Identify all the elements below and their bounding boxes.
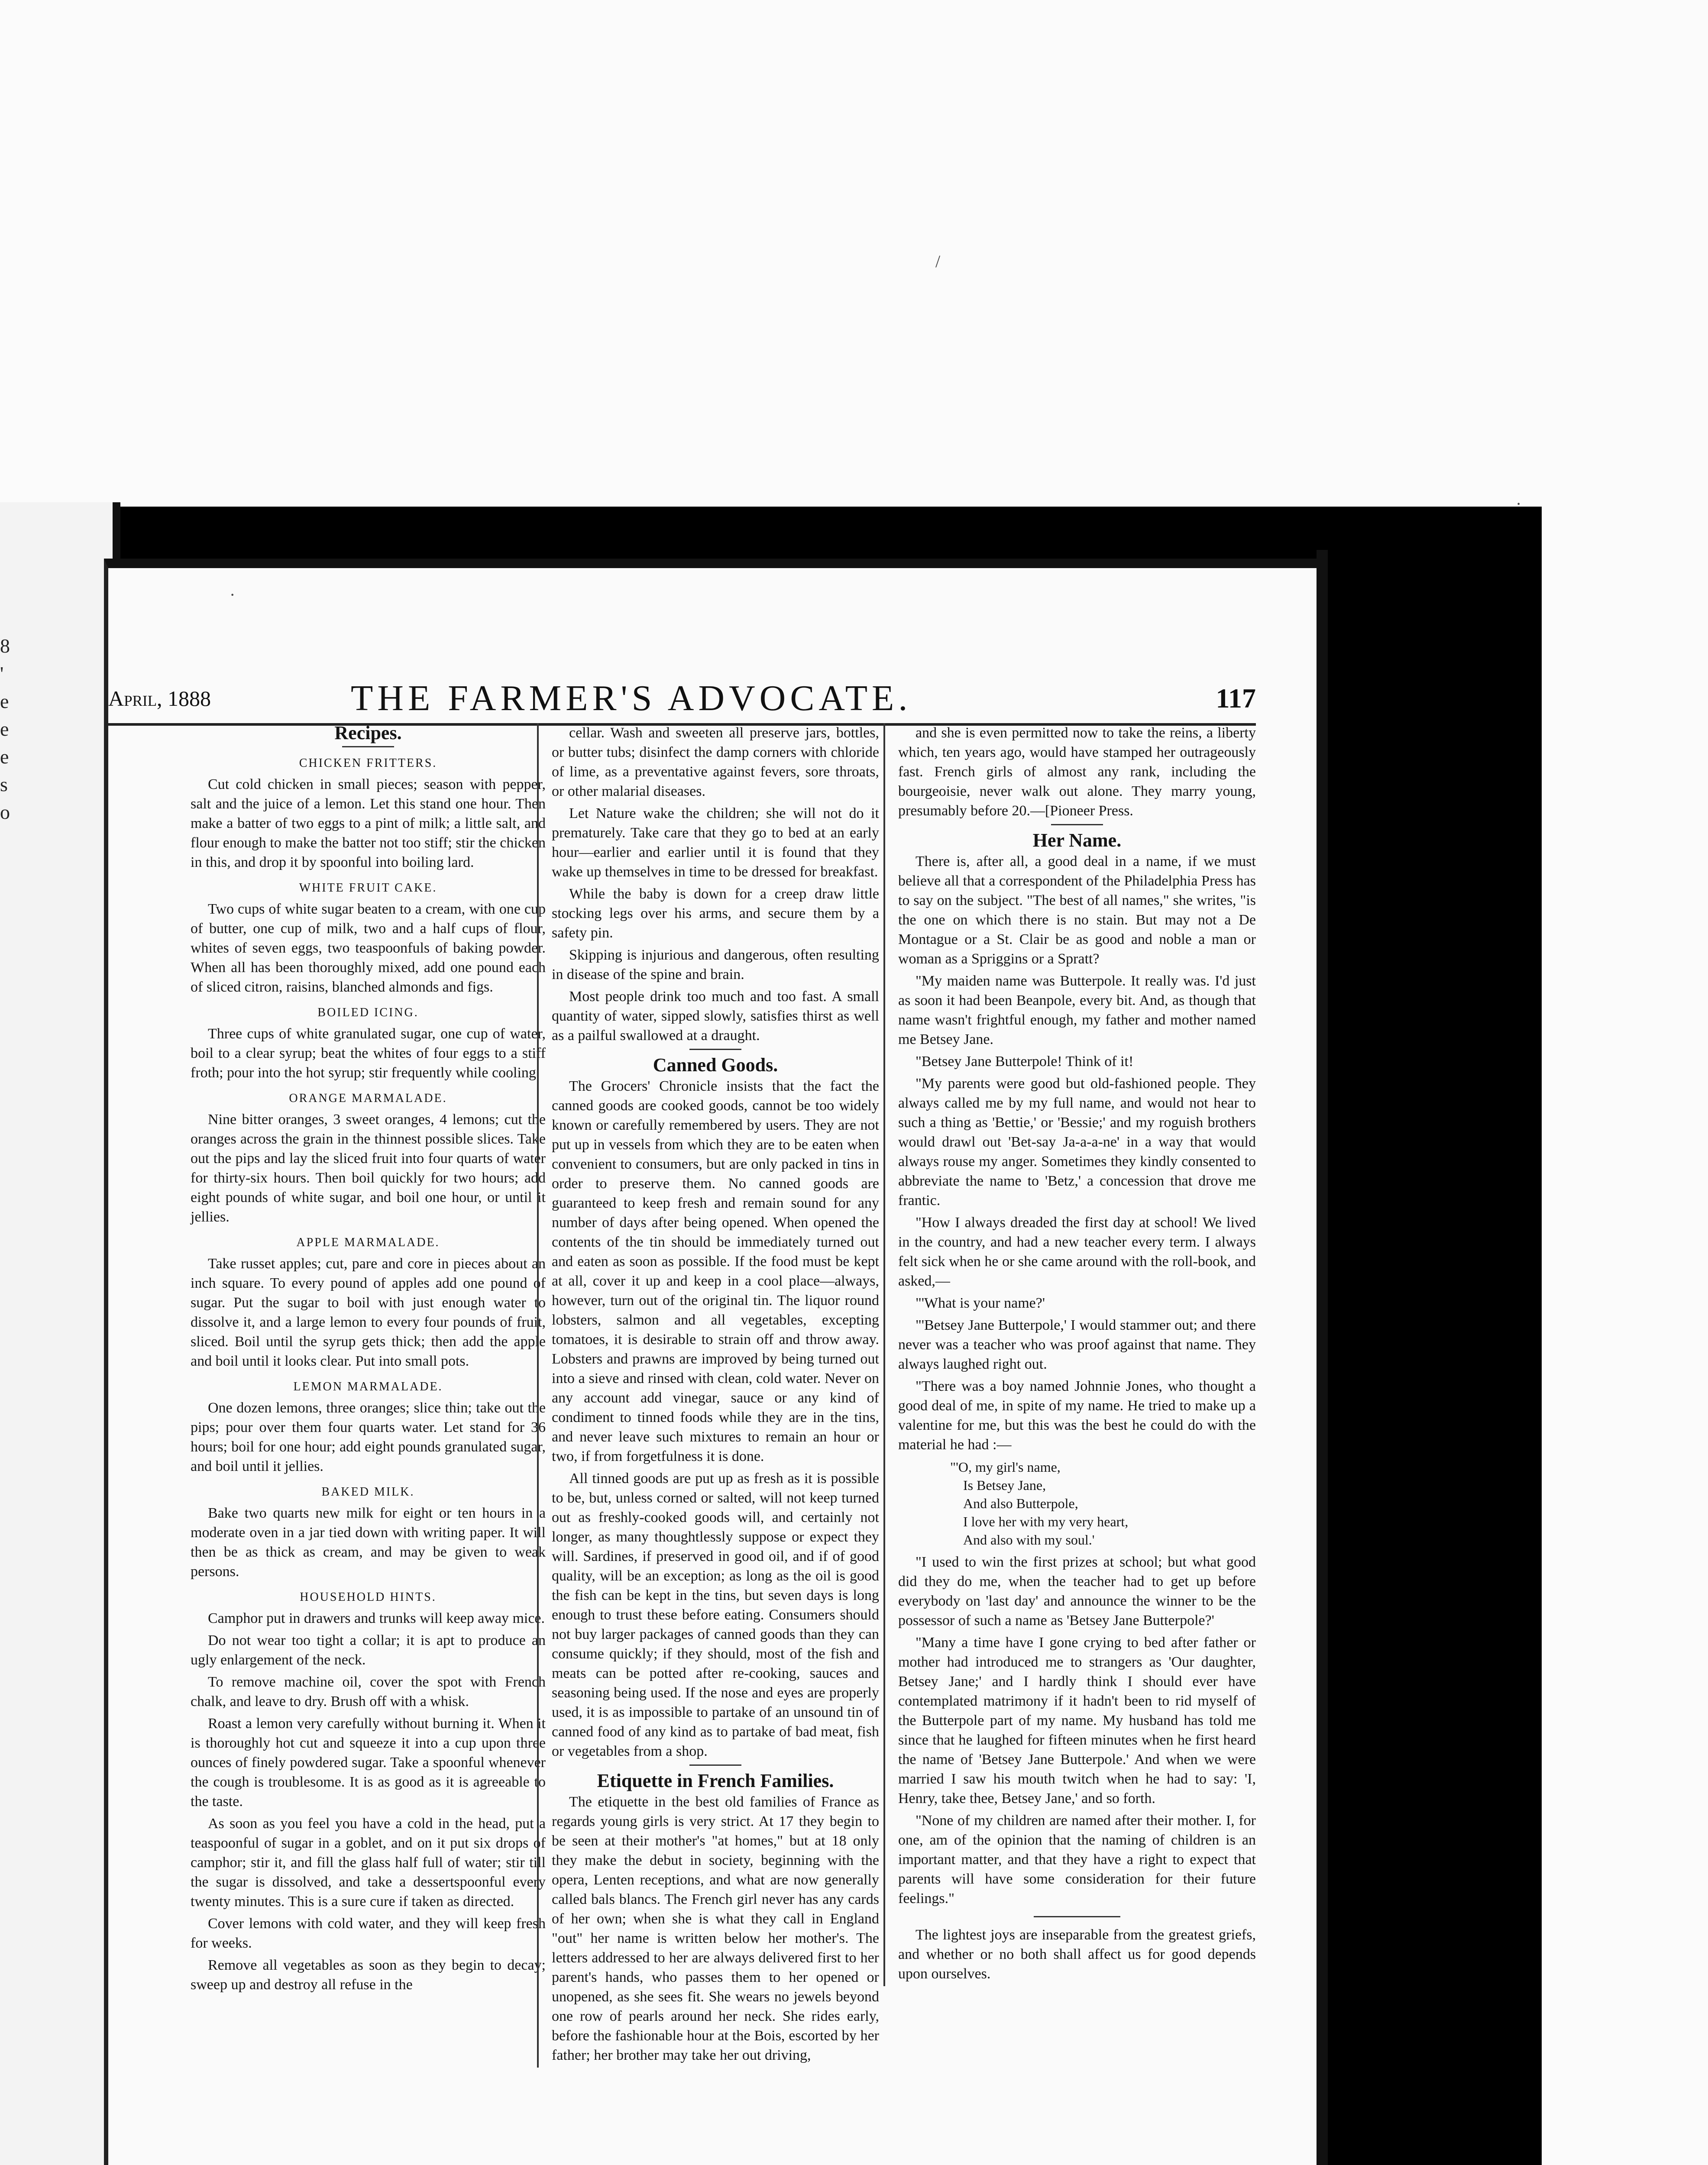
bleed-mark: e (0, 690, 9, 712)
article-paragraph: "Many a time have I gone crying to bed after father or mother had introduced me to strangers as 'Our daughter, Betsey Jane;' and I hardly think I should ever have contemplated matrimony if it hadn't been to rid myself of the Butterpole part of my name. My husband has told me since that he laughed for fifteen minutes when he first heard the name of 'Betsey Jane Butterpole.' And when we were married I saw his mouth twitch when he had to say: 'I, Henry, take thee, Betsey Jane,' and so forth. (898, 1635, 1256, 1806)
section-heading-her-name: Her Name. (1032, 830, 1122, 851)
recipe-paragraph: Remove all vegetables as soon as they begin to decay; sweep up and destroy all refuse in the (191, 1957, 546, 1993)
column-middle (537, 723, 879, 2068)
hint-paragraph: Skipping is injurious and dangerous, often resulting in disease of the spine and brain. (552, 947, 879, 982)
page-edge-shadow (1317, 550, 1328, 2165)
section-rule (1051, 824, 1103, 825)
recipes-list (191, 753, 546, 1994)
dust-speck: / (935, 252, 941, 271)
section-rule (689, 1049, 741, 1050)
recipe-paragraph: Camphor put in drawers and trunks will keep away mice. (208, 1610, 545, 1626)
adjacent-page-marks (0, 632, 17, 826)
article-paragraph: All tinned goods are put up as fresh as it is possible to be, but, unless corned or salted, will not keep turned out as freshly-cooked goods will, and certainly not longer, as many thoughtlessly suppose or expect they will. Sardines, if preserved in good oil, and if of good quality, will be an exception; as long as the oil is good the fish can be kept in the tins, but seven days is long enough to trust these before eating. Consumers should not buy larger packages of canned goods than they can consume quickly; if they should, most of the fish and meats can be potted after re-cooking, sauces and seasoning being used. If the nose and eyes are properly used, it is as impossible to partake of an unsound tin of canned food of any kind as to partake of bad meat, fish or vegetables from a shop. (552, 1470, 879, 1759)
section-rule (1034, 1916, 1120, 1917)
article-paragraph: The Grocers' Chronicle insists that the fact the canned goods are cooked goods, cannot be too widely known or carefully remembered by users. They are not put up in vessels from which they are to be eaten when convenient to consumers, but are only packed in tins in order to preserve them. No canned goods are guaranteed to keep fresh and remain sound for any number of days after being opened. When opened the contents of the tin should be immediately turned out and eaten as soon as possible. If the food must be kept at all, cover it up and keep in a cool place—always, however, turn out of the original tin. The liquor round lobsters, salmon and all vegetables, excepting tomatoes, it is desirable to strain off and throw away. Lobsters and prawns are improved by being turned out into a sieve and rinsed with clean, cold water. Never on any account add vinegar, sauce or any kind of condiment to tinned foods while they are in the tins, and never leave such mixtures to remain an hour or two, if from forgetfulness it is done. (552, 1078, 879, 1464)
film-background-top (0, 0, 1708, 507)
recipe-title: LEMON MARMALADE. (293, 1380, 443, 1393)
section-heading-canned-goods: Canned Goods. (653, 1054, 778, 1076)
hint-paragraph: cellar. Wash and sweeten all preserve jars, bottles, or butter tubs; disinfect the damp corners with chloride of lime, as a preventative against fevers, sore throats, or other malarial diseases. (552, 725, 879, 799)
recipe-paragraph: Do not wear too tight a collar; it is apt to produce an ugly enlargement of the neck. (191, 1632, 546, 1668)
article-paragraph: "'Betsey Jane Butterpole,' I would stammer out; and there never was a teacher who was proof against that name. They always laughed right out. (898, 1317, 1256, 1372)
bleed-mark: ' (0, 662, 4, 685)
verse-line: And also with my soul.' (963, 1532, 1095, 1548)
section-heading-etiquette: Etiquette in French Families. (597, 1770, 834, 1791)
dust-speck: · (230, 585, 236, 604)
her-name-article-part2 (898, 1552, 1256, 1908)
recipe-paragraph: Bake two quarts new milk for eight or ten hours in a moderate oven in a jar tied down with writing paper. It will then be as thick as cream, and may be given to weak persons. (191, 1505, 546, 1580)
recipe-paragraph: Two cups of white sugar beaten to a cream, with one cup of butter, one cup of milk, two and a half cups of flour, whites of seven eggs, two teaspoonfuls of baking powder. When all has been thoroughly mixed, add one pound each of sliced citron, raisins, blanched almonds and figs. (191, 901, 546, 995)
article-paragraph: The etiquette in the best old families of France as regards young girls is very strict. At 17 they begin to be seen at their mother's "at homes," but at 18 only they make the debut in society, beginning with the opera, Lenten receptions, and what are now generally called bals blancs. The French girl never has any cards of her own; when she is what they call in England "out" her name is written below her mother's. The letters addressed to her are always delivered first to her parent's hands, who passes them to her opened or unopened, as she sees fit. She wears no jewels beyond one row of pearls around her neck. She rides early, before the fashionable hour at the Bois, escorted by her father; her brother may take her out driving, (552, 1794, 879, 2063)
heading-rule (342, 746, 394, 747)
section-heading-recipes: Recipes. (334, 722, 402, 743)
recipe-paragraph: Roast a lemon very carefully without burning it. When it is thoroughly hot cut and squeeze it into a cup upon three ounces of finely powdered sugar. Take a spoonful whenever the cough is troublesome. It is as good as it is agreeable to the taste. (191, 1716, 546, 1810)
article-paragraph: "None of my children are named after their mother. I, for one, am of the opinion that the naming of children is an important matter, and that they have a right to expect that parents will have some consideration for their future feelings." (898, 1813, 1256, 1906)
bleed-mark: 8 (0, 635, 10, 657)
hint-paragraph: Let Nature wake the children; she will not do it prematurely. Take care that they go to bed at an early hour—earlier and earlier until it is found that they wake up themselves in time to be dressed for breakfast. (552, 805, 879, 880)
recipe-title: BAKED MILK. (321, 1485, 415, 1499)
film-background-right (1542, 0, 1708, 2165)
verse-line: I love her with my very heart, (963, 1514, 1129, 1529)
recipe-paragraph: As soon as you feel you have a cold in the head, put a teaspoonful of sugar in a goblet, and on it put six drops of camphor; stir it, and fill the glass half full of water; stir till the sugar is dissolved, and take a dessertspoonful every twenty minutes. This is a sure cure if taken as directed. (191, 1816, 546, 1910)
recipe-paragraph: Three cups of white granulated sugar, one cup of water, boil to a clear syrup; beat the whites of four eggs to a stiff froth; pour into the hot syrup; stir frequently while cooling. (191, 1026, 546, 1081)
recipe-paragraph: Nine bitter oranges, 3 sweet oranges, 4 lemons; cut the oranges across the grain in the thinnest possible slices. Take out the pips and lay the sliced fruit into four quarts of water for thirty-six hours. Then boil quickly for two hours; add eight pounds of white sugar, and boil one hour, or until it jellies. (191, 1112, 546, 1225)
article-paragraph: "My parents were good but old-fashioned people. They always called me by my full name, and would not hear to such a thing as 'Bettie,' or 'Bessie;' and my roguish brothers would drawl out 'Bet-say Ja-a-a-ne' in a way that would always rouse my anger. Sometimes they kindly consented to abbreviate the name to 'Betz,' a concession that drove me frantic. (898, 1076, 1256, 1209)
column-her-name (883, 723, 1256, 1986)
her-name-article-part1 (898, 852, 1256, 1454)
verse-line: Is Betsey Jane, (963, 1477, 1046, 1493)
recipe-title: BOILED ICING. (317, 1006, 419, 1019)
recipe-paragraph: Take russet apples; cut, pare and core in pieces about an inch square. To every pound of apples add one pound of sugar. Put the sugar to boil with just enough water to dissolve it, and a large lemon to every four pounds of fruit, sliced. Boil until the syrup gets thick; then add the apple and boil until it looks clear. Put into small pots. (191, 1256, 546, 1369)
section-rule (689, 1764, 741, 1766)
page-number: 117 (1216, 683, 1256, 714)
etiquette-article-continued (898, 723, 1256, 821)
bleed-mark: s (0, 773, 8, 795)
masthead (108, 675, 1256, 726)
issue-date: April, 1888 (108, 686, 211, 711)
closing-paragraph: The lightest joys are inseparable from the greatest griefs, and whether or no both shall affect us for good depends upon ourselves. (898, 1927, 1256, 1982)
recipe-paragraph: Cover lemons with cold water, and they will keep fresh for weeks. (191, 1916, 546, 1951)
verse-line: "'O, my girl's name, (950, 1459, 1061, 1475)
adjacent-page-bleed (0, 502, 120, 2165)
article-paragraph: "Betsey Jane Butterpole! Think of it! (915, 1053, 1134, 1070)
article-paragraph: There is, after all, a good deal in a name, if we must believe all that a correspondent of the Philadelphia Press has to say on the subject. "The best of all names," she writes, "is the one on which there is no stain. But may not a De Montague or a St. Clair be as good and noble a man or woman as a Spriggins or a Spratt? (898, 853, 1256, 967)
canned-goods-article (552, 1076, 879, 1761)
recipe-title: ORANGE MARMALADE. (289, 1092, 447, 1105)
recipe-paragraph: To remove machine oil, cover the spot with French chalk, and leave to dry. Brush off with a whisk. (191, 1674, 546, 1709)
article-paragraph: "I used to win the first prizes at school; but what good did they do me, when the teacher had to get up before everybody on 'last day' and announce the winner to be the possessor of such a name as 'Betsey Jane Butterpole?' (898, 1554, 1256, 1629)
article-paragraph: "How I always dreaded the first day at school! We lived in the country, and had a new teacher every term. I always felt sick when he or she came around with the roll-book, and asked,— (898, 1215, 1256, 1289)
article-paragraph: "There was a boy named Johnnie Jones, who thought a good deal of me, in spite of my name. He tried to make up a valentine for me, but this was the best he could do with the material he had :— (898, 1378, 1256, 1453)
recipe-title: HOUSEHOLD HINTS. (300, 1590, 437, 1604)
bleed-mark: e (0, 718, 9, 740)
household-hints-continued (552, 723, 879, 1045)
bleed-mark: e (0, 746, 9, 768)
recipe-title: APPLE MARMALADE. (296, 1236, 440, 1249)
dust-speck: · (1516, 494, 1522, 514)
newspaper-title: THE FARMER'S ADVOCATE. (351, 678, 912, 718)
article-paragraph: "My maiden name was Butterpole. It really was. I'd just as soon it had been Beanpole, every bit. And, as though that name wasn't frightful enough, my father and mother named me Betsey Jane. (898, 973, 1256, 1047)
hint-paragraph: Most people drink too much and too fast. A small quantity of water, sipped slowly, satisfies thirst as well as a pailful swallowed at a draught. (552, 989, 879, 1044)
column-recipes (191, 723, 546, 1997)
verse-line: And also Butterpole, (963, 1496, 1078, 1511)
bleed-mark: o (0, 801, 10, 823)
article-paragraph: "'What is your name?' (915, 1295, 1045, 1311)
article-paragraph: and she is even permitted now to take the reins, a liberty which, ten years ago, would have stamped her outrageously fast. French girls of almost any rank, including the bourgeoisie, never walk out alone. They marry young, presumably before 20.—[Pioneer Press. (898, 725, 1256, 819)
recipe-title: CHICKEN FRITTERS. (299, 756, 437, 770)
recipe-paragraph: Cut cold chicken in small pieces; season with pepper, salt and the juice of a lemon. Let this stand one hour. Then make a batter of two eggs to a pint of milk; a little salt, and flour enough to make the batter not too stiff; stir the chicken in this, and drop it by spoonful into boiling lard. (191, 776, 546, 870)
valentine-verse (950, 1458, 1256, 1549)
recipe-title: WHITE FRUIT CAKE. (299, 881, 437, 895)
recipe-paragraph: One dozen lemons, three oranges; slice thin; take out the pips; pour over them four quarts water. Let stand for 36 hours; boil for one hour; add eight pounds granulated sugar, and boil until it jellies. (191, 1400, 546, 1474)
hint-paragraph: While the baby is down for a creep draw little stocking legs over his arms, and secure them by a safety pin. (552, 886, 879, 941)
etiquette-article (552, 1792, 879, 2065)
